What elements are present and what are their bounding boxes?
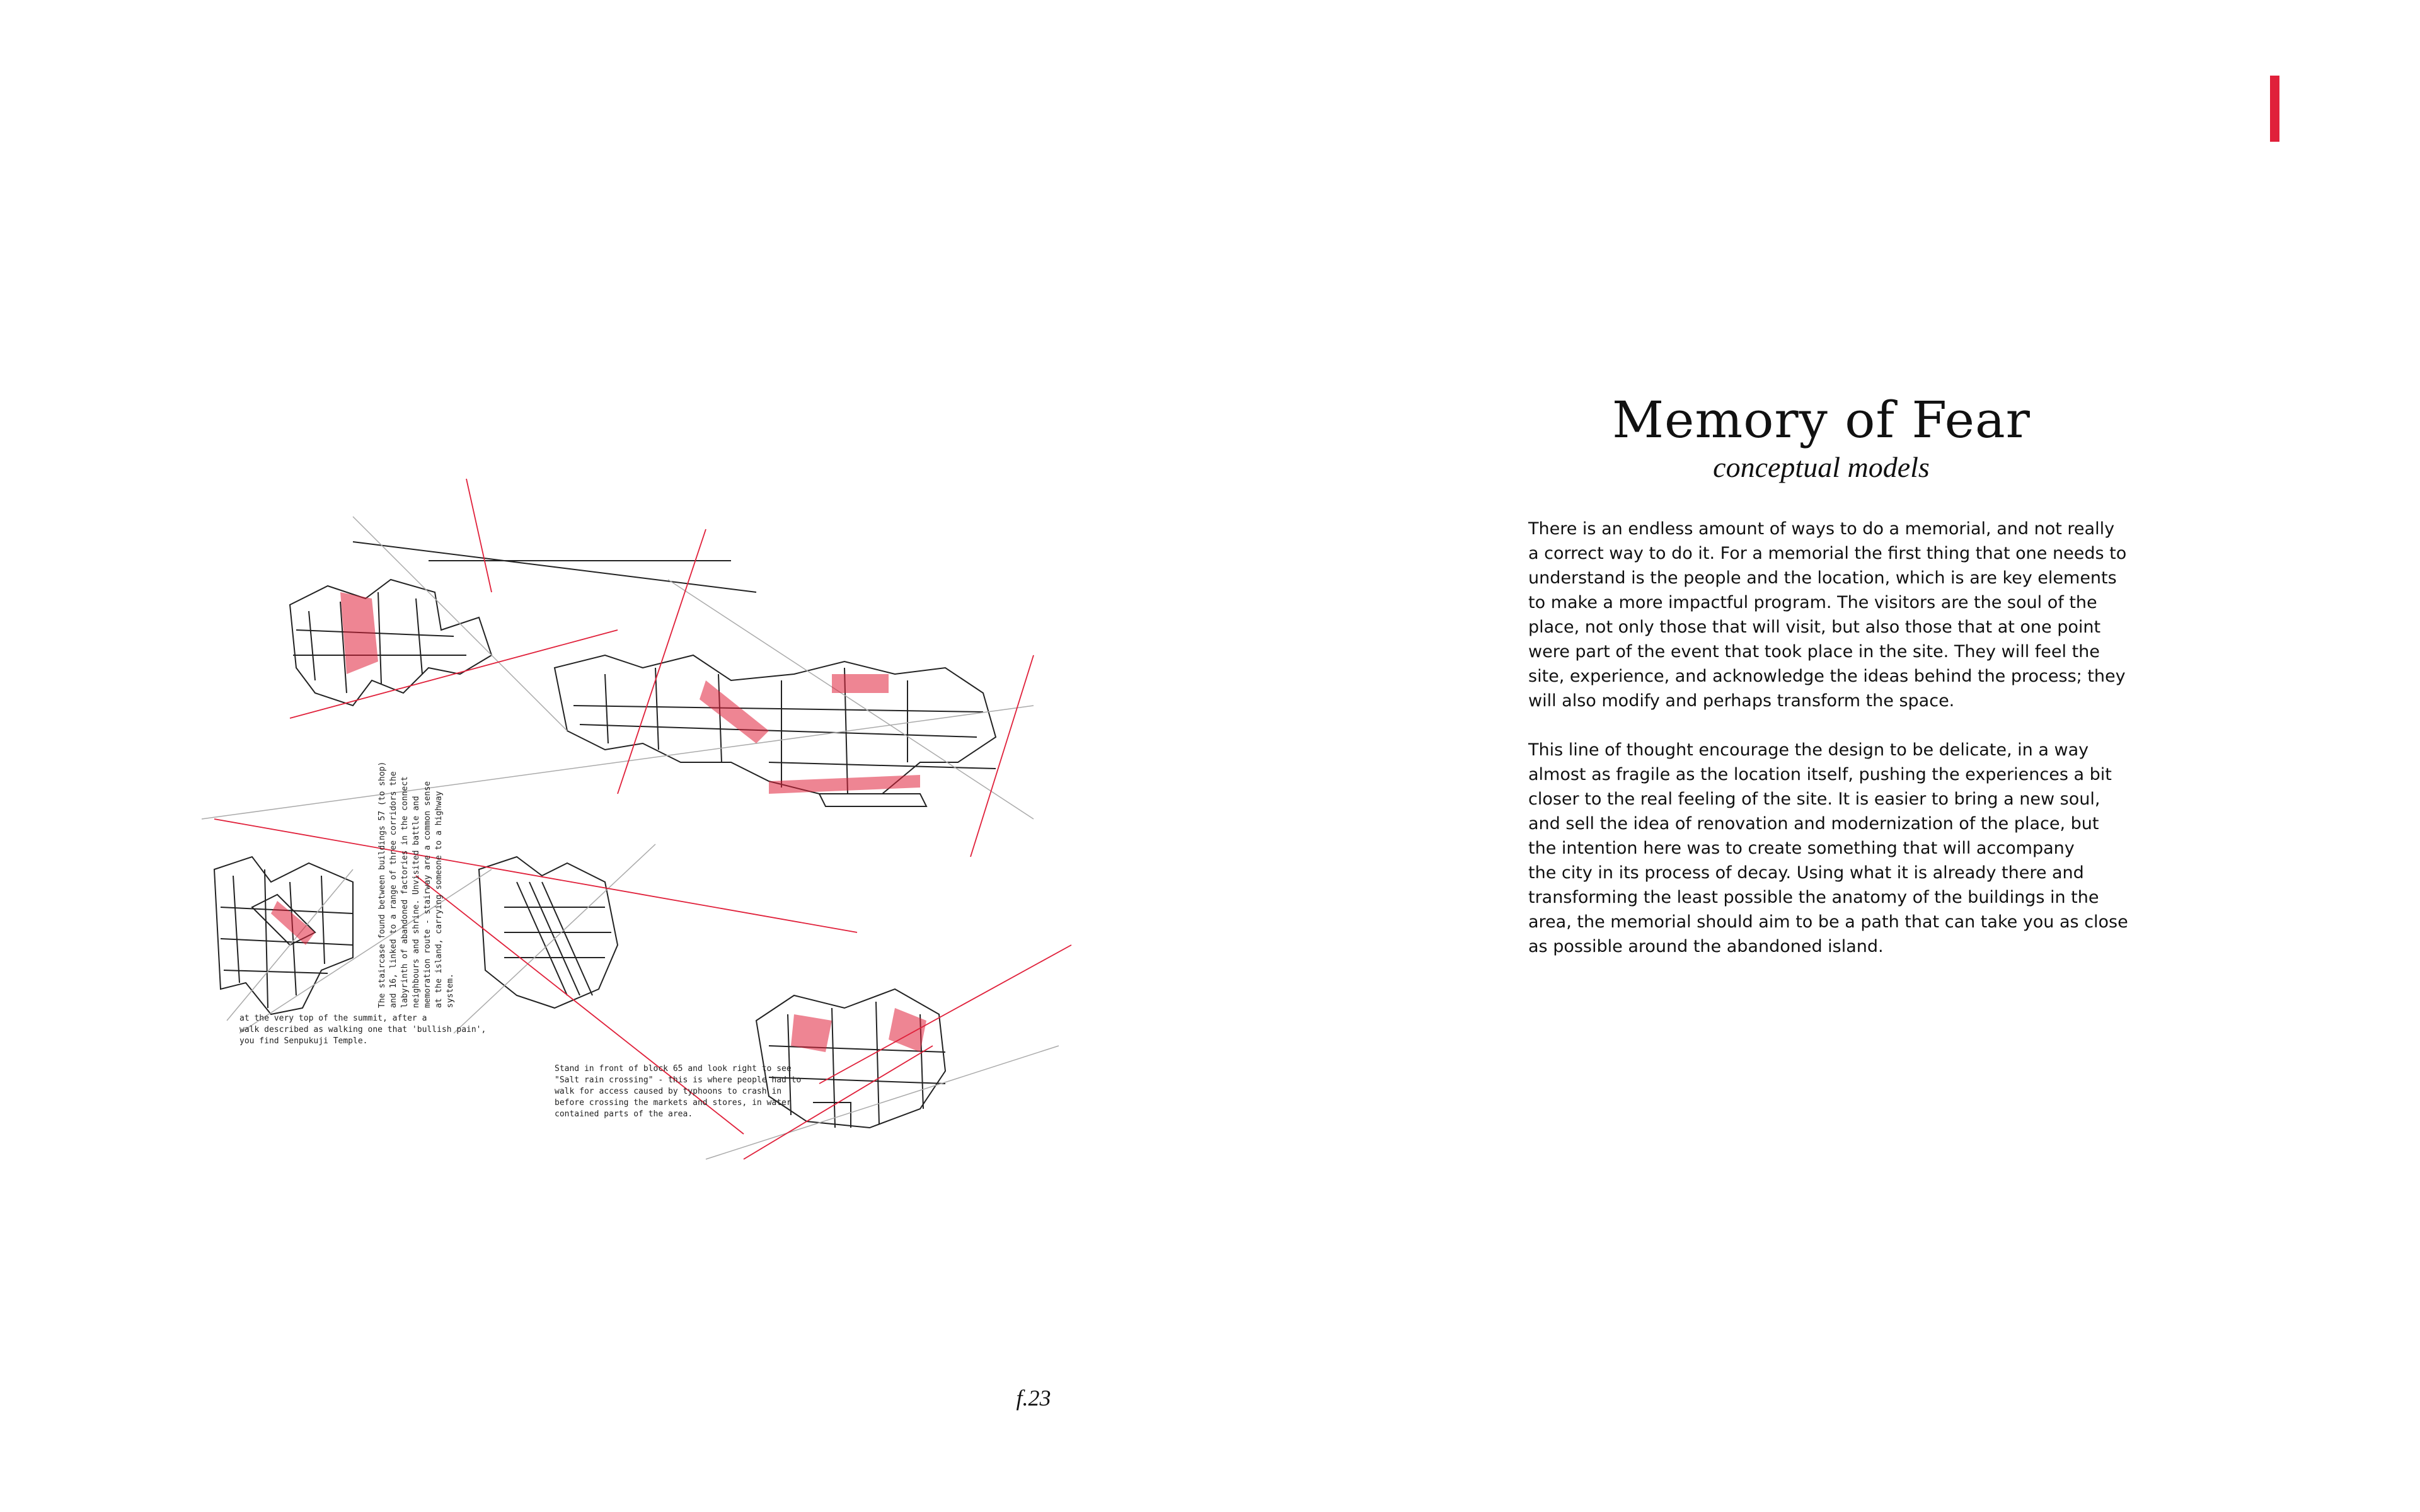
note-stairs-line-3: labyrinth of abandoned factories in the connect (400, 776, 410, 1008)
note-stairs-line-6: at the island, carrying someone to a highway (434, 791, 444, 1008)
accent-bar (2270, 76, 2279, 142)
note-crossing-line-1: Stand in front of block 65 and look right to see (555, 1064, 792, 1074)
architectural-sketch-plate (164, 466, 1084, 1260)
note-stairs-line-2: and 16, linked to a range of three corridors the (389, 771, 398, 1008)
sketch-section-upper (290, 542, 996, 806)
note-crossing-line-5: contained parts of the area. (555, 1109, 693, 1119)
note-summit-line-2: walk described as walking one that 'bullish pain', (239, 1025, 487, 1034)
note-stairs-line-4: neighbours and shrine. Unvisited battle and (412, 796, 421, 1008)
page-title: Memory of Fear (1612, 391, 2031, 449)
note-crossing-line-4: before crossing the markets and stores, in water (555, 1098, 792, 1108)
page-subtitle: conceptual models (1713, 451, 1930, 483)
sketch-stairway (479, 857, 618, 1008)
sketch-note-summit (239, 1014, 486, 1046)
page-number: f.23 (1016, 1385, 1051, 1411)
sketch-note-stairs (377, 762, 455, 1008)
paragraph-1: There is an endless amount of ways to do a memorial, and not really a correct way to do it. For a memorial the first thing that one needs to understand is the people and the location, which is are key elements to make a more impactful program. The visitors are the soul of the place, not only those that will visit, but also those that at one point were part of the event that took place in the site. They will feel the site, experience, and acknowledge the ideas behind the process; they will also modify and perhaps transform the space. (1528, 519, 2127, 711)
paragraph-2: This line of thought encourage the design to be delicate, in a way almost as fragile as the location itself, pushing the experiences a bit closer to the real feeling of the site. It is easier to bring a new soul, and sell the idea of renovation and modernization of the place, but the intention here was to create something that will accompany the city in its process of decay. Using what it is already there and transforming the least possible the anatomy of the buildings in the area, the memorial should aim to be a path that can take you as close as possible around the abandoned island. (1528, 740, 2128, 956)
note-crossing-line-2: "Salt rain crossing" - this is where people had to (555, 1075, 802, 1085)
note-stairs-line-5: memoration route - stairway are a common sense (423, 781, 432, 1008)
sketch-perspective-lower-left (214, 857, 353, 1014)
note-summit-line-1: at the very top of the summit, after a (239, 1014, 427, 1023)
note-summit-line-3: you find Senpukuji Temple. (239, 1036, 368, 1046)
body-text (1528, 517, 2143, 983)
sketch-drawing (164, 466, 1084, 1260)
note-stairs-line-1: The staircase found between buildings 57 (to shop) (377, 761, 387, 1008)
note-crossing-line-3: walk for access caused by typhoons to crash in (555, 1087, 782, 1096)
note-stairs-line-7: system. (446, 973, 455, 1008)
sketch-note-crossing (555, 1064, 801, 1119)
